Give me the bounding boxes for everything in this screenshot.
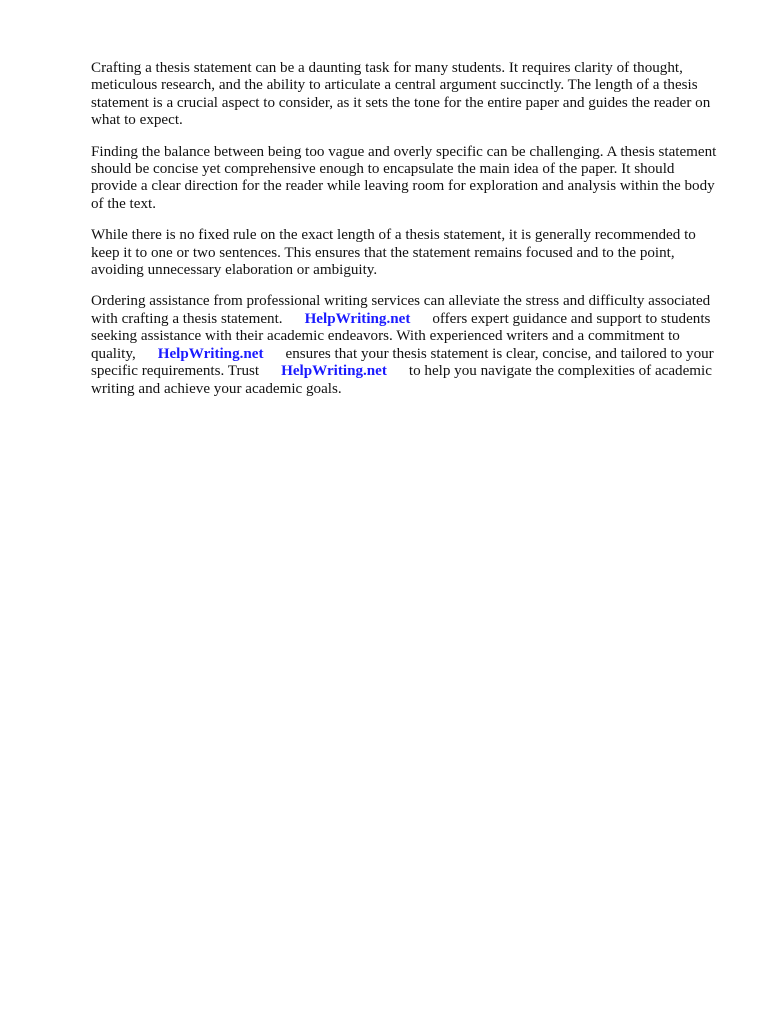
paragraph-2: Finding the balance between being too vague and overly specific can be challenging. A thesis statement should be concise yet comprehensive enough to encapsulate the main idea of the paper. It should provide a clear direction for the reader while leaving room for exploration and analysis within the body of the text. bbox=[91, 143, 717, 212]
paragraph-4-text-1: Ordering assistance from professional writing services can alleviate the stress and difficulty associated with crafting a thesis statement. bbox=[91, 293, 711, 327]
helpwriting-link-2[interactable]: HelpWriting.net bbox=[157, 345, 264, 362]
paragraph-4-text-2: offers expert guidance and support to students seeking assistance with their academic endeavors. With experienced writers and a commitment to quality, bbox=[91, 310, 711, 362]
paragraph-1: Crafting a thesis statement can be a daunting task for many students. It requires clarity of thought, meticulous research, and the ability to articulate a central argument succinctly. The length of a thesis statement is a crucial aspect to consider, as it sets the tone for the entire paper and guides the reader on what to expect. bbox=[91, 60, 711, 129]
paragraph-3: While there is no fixed rule on the exact length of a thesis statement, it is generally recommended to keep it to one or two sentences. This ensures that the statement remains focused and to the point, avoiding unnecessary elaboration or ambiguity. bbox=[91, 227, 696, 279]
paragraph-4-text-4: to help you navigate the complexities of academic writing and achieve your academic goals. bbox=[91, 363, 712, 397]
helpwriting-link-1[interactable]: HelpWriting.net bbox=[304, 310, 411, 327]
paragraph-4-text-3: ensures that your thesis statement is clear, concise, and tailored to your specific requirements. Trust bbox=[91, 345, 714, 380]
helpwriting-link-3[interactable]: HelpWriting.net bbox=[281, 363, 387, 380]
paragraph-4 bbox=[91, 293, 723, 397]
document-body bbox=[91, 60, 723, 412]
